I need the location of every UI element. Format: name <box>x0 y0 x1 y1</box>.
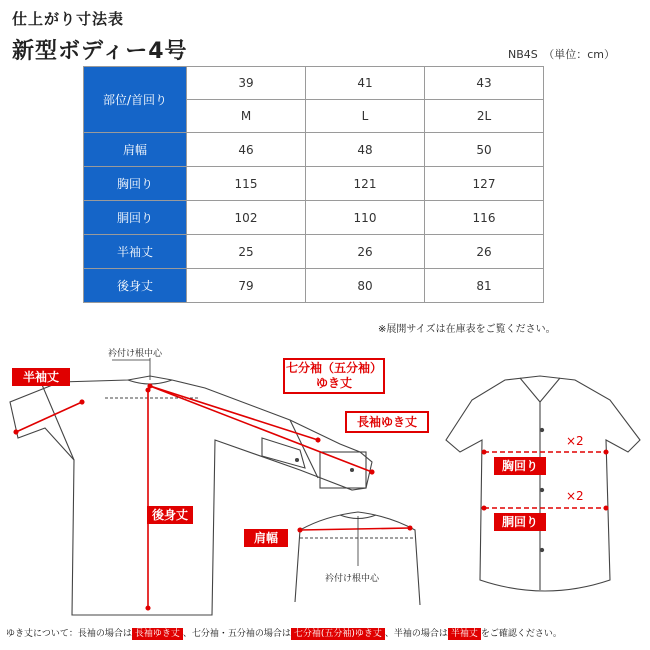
times-two-waist: ×2 <box>566 489 584 503</box>
footer-highlight-long: 長袖ゆき丈 <box>132 628 183 640</box>
seven-sleeve-label-line1: 七分袖（五分袖） <box>285 361 382 375</box>
table-cell: 121 <box>306 167 425 201</box>
row-label: 半袖丈 <box>84 235 187 269</box>
neck-point-label-top: 衿付け根中心 <box>108 349 163 359</box>
table-cell: 115 <box>187 167 306 201</box>
row-label: 後身丈 <box>84 269 187 303</box>
table-cell: 79 <box>187 269 306 303</box>
footer-text-2: 、七分袖・五分袖の場合は <box>182 629 291 639</box>
footer-text-3: 、半袖の場合は <box>384 629 448 639</box>
measure-lines-back <box>16 386 372 608</box>
footer-text-4: をご確認ください。 <box>480 629 562 639</box>
neck-size-41: 41 <box>306 67 425 100</box>
table-cell: 48 <box>306 133 425 167</box>
waist-label: 胴回り <box>494 513 546 531</box>
size-name-2l: 2L <box>425 100 544 133</box>
size-name-l: L <box>306 100 425 133</box>
size-name-m: M <box>187 100 306 133</box>
front-view-shirt <box>446 376 640 591</box>
half-sleeve-label: 半袖丈 <box>12 368 70 386</box>
row-label: 胸回り <box>84 167 187 201</box>
product-code: NB4S （単位：cm） <box>508 48 616 61</box>
seven-sleeve-label <box>283 358 385 394</box>
table-row <box>84 269 544 303</box>
table-corner-label: 部位/首回り <box>84 67 187 133</box>
size-table <box>83 66 544 303</box>
neck-point-label-bottom: 衿付け根中心 <box>325 574 380 584</box>
page-subtitle: 仕上がり寸法表 <box>12 10 125 28</box>
shoulder-detail <box>295 512 420 605</box>
table-row <box>84 133 544 167</box>
footer-note <box>6 626 562 639</box>
table-row <box>84 167 544 201</box>
table-cell: 81 <box>425 269 544 303</box>
table-cell: 102 <box>187 201 306 235</box>
chest-label: 胸回り <box>494 457 546 475</box>
neck-size-39: 39 <box>187 67 306 100</box>
footer-highlight-half: 半袖丈 <box>448 628 481 640</box>
row-label: 胴回り <box>84 201 187 235</box>
neck-size-43: 43 <box>425 67 544 100</box>
table-cell: 116 <box>425 201 544 235</box>
times-two-chest: ×2 <box>566 434 584 448</box>
table-row <box>84 201 544 235</box>
back-view-shirt <box>10 376 372 615</box>
table-cell: 127 <box>425 167 544 201</box>
table-cell: 80 <box>306 269 425 303</box>
page-title: 新型ボディー4号 <box>12 39 188 64</box>
footer-text-1: ゆき丈について：長袖の場合は <box>6 629 132 639</box>
stock-note: ※展開サイズは在庫表をご覧ください。 <box>378 324 556 335</box>
seven-sleeve-label-line2: ゆき丈 <box>315 376 352 390</box>
back-length-label: 後身丈 <box>147 506 193 524</box>
table-cell: 26 <box>425 235 544 269</box>
table-cell: 26 <box>306 235 425 269</box>
shoulder-label: 肩幅 <box>244 529 288 547</box>
table-cell: 25 <box>187 235 306 269</box>
table-cell: 50 <box>425 133 544 167</box>
table-cell: 46 <box>187 133 306 167</box>
long-sleeve-label: 長袖ゆき丈 <box>345 411 429 433</box>
table-row <box>84 235 544 269</box>
table-cell: 110 <box>306 201 425 235</box>
row-label: 肩幅 <box>84 133 187 167</box>
shoulder-measure-line <box>300 528 410 530</box>
footer-highlight-seven: 七分袖(五分袖)ゆき丈 <box>291 628 385 640</box>
